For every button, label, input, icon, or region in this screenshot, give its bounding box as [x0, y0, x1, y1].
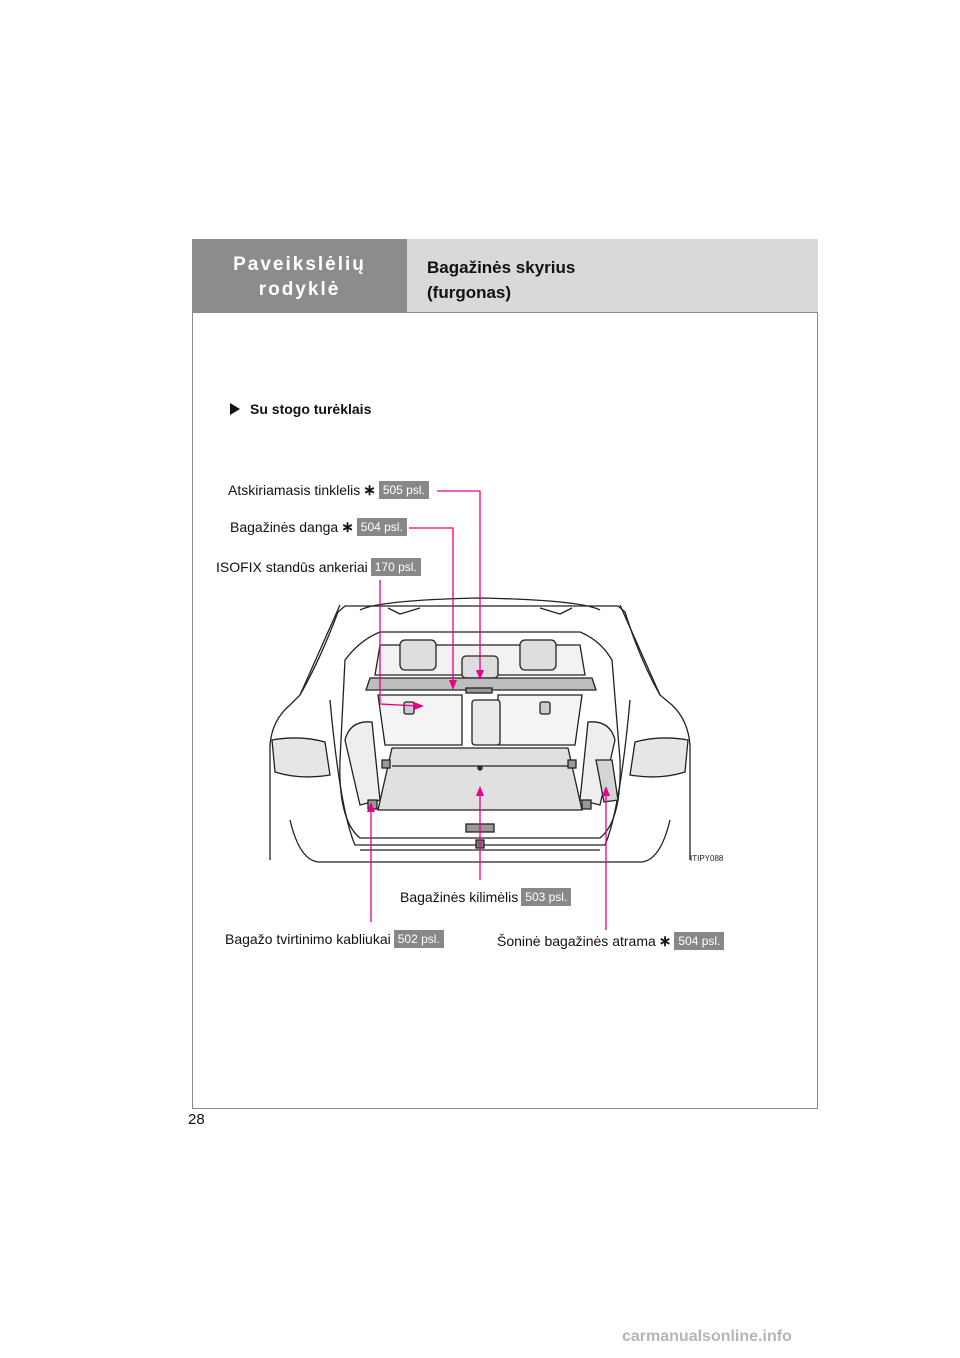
callout-cover-label: Bagažinės danga	[230, 519, 339, 535]
image-code: ITIPY088	[690, 854, 724, 863]
callout-hooks	[225, 930, 444, 948]
callout-mat-page: 503 psl.	[521, 888, 571, 906]
asterisk-icon: ∗	[341, 519, 354, 536]
callout-side	[497, 932, 724, 950]
callout-side-label: Šoninė bagažinės atrama	[497, 933, 656, 949]
watermark-footer: carmanualsonline.info	[622, 1328, 792, 1345]
section-tab-line1: Paveikslėlių	[233, 254, 366, 275]
section-tab-line2: rodyklė	[258, 279, 341, 300]
callout-isofix	[216, 558, 421, 576]
callout-net	[228, 481, 429, 499]
callout-net-page: 505 psl.	[379, 481, 429, 499]
callout-isofix-page: 170 psl.	[371, 558, 421, 576]
callout-hooks-label: Bagažo tvirtinimo kabliukai	[225, 931, 391, 947]
callout-side-page: 504 psl.	[674, 932, 724, 950]
page-title-line2: (furgonas)	[427, 283, 512, 302]
callout-isofix-label: ISOFIX standūs ankeriai	[216, 559, 368, 575]
callout-net-label: Atskiriamasis tinklelis	[228, 482, 361, 498]
asterisk-icon: ∗	[658, 933, 672, 950]
page-title-line1: Bagažinės skyrius	[427, 258, 576, 277]
page-number: 28	[188, 1111, 205, 1128]
callout-cover-page: 504 psl.	[357, 518, 407, 536]
variant-heading-text: Su stogo turėklais	[250, 401, 372, 417]
callout-mat-label: Bagažinės kilimėlis	[400, 889, 519, 905]
callout-mat	[400, 888, 571, 906]
asterisk-icon: ∗	[363, 482, 376, 499]
callout-cover	[230, 518, 407, 536]
callout-hooks-page: 502 psl.	[394, 930, 444, 948]
